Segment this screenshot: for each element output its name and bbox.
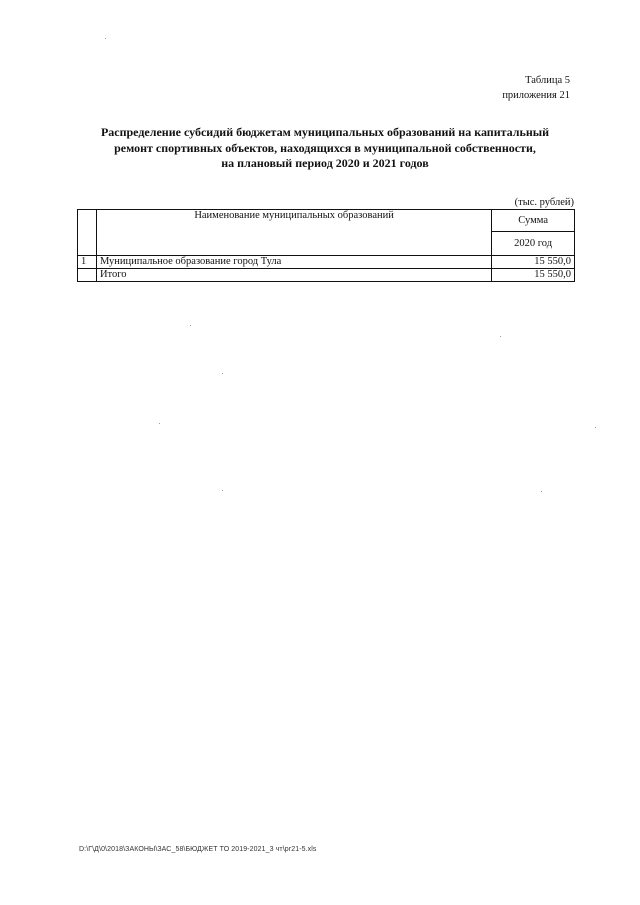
header-year-cell: 2020 год — [492, 232, 575, 256]
appendix-label — [430, 73, 570, 103]
scan-speck — [222, 373, 223, 374]
document-title — [80, 125, 570, 172]
header-number-cell — [78, 210, 97, 256]
row-name-cell: Муниципальное образование город Тула — [96, 256, 491, 269]
total-value-cell: 15 550,0 — [492, 269, 575, 282]
scan-speck — [159, 423, 160, 424]
row-number-cell: 1 — [78, 256, 97, 269]
scan-speck — [190, 325, 191, 326]
table-number: Таблица 5 — [525, 75, 570, 86]
row-value-cell: 15 550,0 — [492, 256, 575, 269]
total-name-cell: Итого — [96, 269, 491, 282]
subsidy-table — [77, 209, 575, 282]
scan-speck — [541, 491, 542, 492]
appendix-number: приложения 21 — [502, 90, 570, 101]
file-path-footer: D:\Г\Д\0\2018\ЗАКОНЫ\ЗАС_58\БЮДЖЕТ ТО 2019-2021_3 чт\pr21-5.xls — [79, 846, 317, 853]
scan-speck — [105, 38, 106, 39]
header-sum-cell: Сумма — [492, 210, 575, 232]
scan-speck — [595, 427, 596, 428]
title-line-2: ремонт спортивных объектов, находящихся в муниципальной собственности, — [114, 140, 536, 155]
title-line-3: на плановый период 2020 и 2021 годов — [221, 156, 429, 170]
scan-speck — [500, 336, 501, 337]
table-row — [78, 256, 575, 269]
unit-label: (тыс. рублей) — [514, 197, 574, 208]
scan-speck — [222, 490, 223, 491]
header-name-cell: Наименование муниципальных образований — [96, 210, 491, 256]
table-header-row — [78, 210, 575, 232]
table-total-row — [78, 269, 575, 282]
title-line-1: Распределение субсидий бюджетам муниципальных образований на капитальный — [100, 125, 550, 139]
total-number-cell — [78, 269, 97, 282]
